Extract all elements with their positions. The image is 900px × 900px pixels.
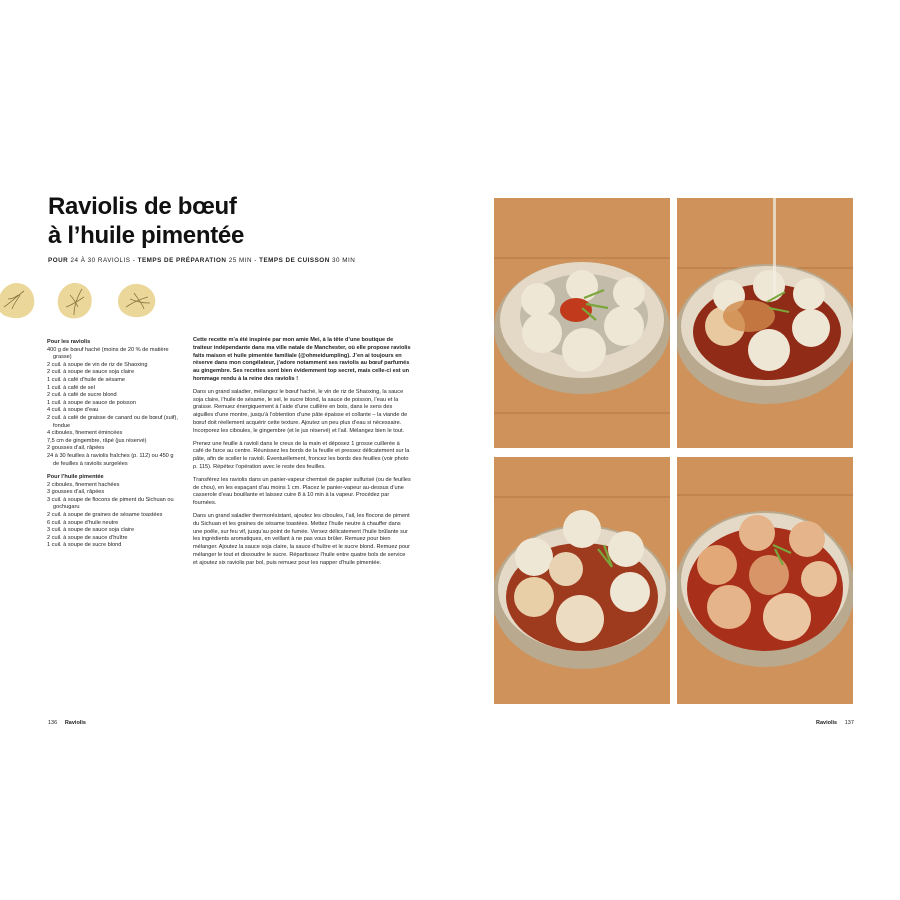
prep-time-value: 25 MIN [228,257,252,264]
meta-separator: - [252,257,260,264]
left-folio [48,720,86,726]
method-step: Dans un grand saladier, mélangez le bœuf haché, le vin de riz de Shaoxing, la sauce soja claire, l’huile de sésame, le sel, le sucre blond, la sauce de poisson, l’eau et la graisse. Remuez énergiquement à l’aide d’une cuillère en bois, dans le sens des aiguilles d’une montre, jusqu’à l’obtention d’une pâte épaisse et collante – la viande de bœuf doit réellement acquérir cette texture. Ajoutez un peu plus d’eau si nécessaire. Incorporez les ciboules, le gingembre (et le jus réservé) et l’ail. Mélangez bien le tout. [193,388,408,434]
ingredient-item: 2 cuil. à soupe de sauce d’huître [47,534,128,541]
cook-time-label: TEMPS DE CUISSON [259,257,330,264]
recipe-meta [48,257,355,264]
ingredients-list [47,337,179,550]
ingredient-item: 2 cuil. à soupe de vin de riz de Shaoxing [47,361,148,368]
ingredient-item: 6 cuil. à soupe d’huile neutre [47,519,119,526]
ingredient-item: 4 ciboules, finement émincées [47,430,123,437]
ingredient-item: 7,5 cm de gingembre, râpé (jus réservé) [47,437,147,444]
dumpling-photo-2 [677,198,853,448]
method-text [193,337,411,573]
ingredient-item: 2 ciboules, finement hachées [47,481,120,488]
cook-time-value: 30 MIN [332,257,356,264]
ingredient-item: 3 cuil. à soupe de sauce soja claire [47,527,135,534]
ingredient-item: 1 cuil. à soupe de sucre blond [47,542,122,549]
right-folio [816,720,854,726]
section-name: Raviolis [816,720,838,726]
ingredient-item: 400 g de bœuf haché (moins de 20 % de matière grasse) [47,346,169,361]
dumpling-illustration-icon [114,277,158,321]
ingredient-item: 1 cuil. à café de sel [47,384,95,391]
recipe-title-line2: à l’huile pimentée [48,222,244,249]
ingredient-item: 4 cuil. à soupe d’eau [47,407,99,414]
ingredient-item: 2 gousses d’ail, râpées [47,445,105,452]
ingredient-item: 2 cuil. à soupe de graines de sésame toastées [47,512,163,519]
recipe-intro: Cette recette m’a été inspirée par mon amie Mei, à la tête d’une boutique de traiteur indépendante dans ma ville natale de Manchester, où elle propose raviolis faits maison et huile pimentée familiale (@ohmeidumpling). J’en ai toujours en réserve dans mon congélateur, j’adore notamment ses raviolis au bœuf parfumés au gingembre. Ses recettes sont bien évidemment top secret, mais celle-ci est un hommage rendu à la reine des raviolis ! [193,337,411,382]
dumpling-photo-1 [494,198,670,448]
ingredient-item: 24 à 30 feuilles à raviolis fraîches (p. 112) ou 450 g de feuilles à raviolis surgelées [47,452,174,467]
dumpling-photo-3 [494,457,670,704]
dumpling-photo-4 [677,457,853,704]
ingredient-item: 3 cuil. à soupe de flocons de piment du Sichuan ou gochugaru [47,496,174,511]
dumpling-illustration-icon [52,277,96,321]
dumpling-illustration-icon [0,277,38,321]
page-number: 137 [844,720,854,726]
servings-label: POUR [48,257,69,264]
servings-value: 24 À 30 RAVIOLIS [70,257,131,264]
ingredient-item: 1 cuil. à café d’huile de sésame [47,376,126,383]
ingredient-item: 3 gousses d’ail, râpées [47,489,105,496]
method-step: Prenez une feuille à ravioli dans le creux de la main et déposez 1 grosse cuillerée à café de farce au centre. Réunissez les bords de la feuille et pressez délicatement sur la pâte, afin de sceller le ravioli. Éventuellement, froncez les bords des feuilles (voir photo p. 115). Répétez l’opération avec le reste des feuilles. [193,440,410,470]
recipe-title-line1: Raviolis de bœuf [48,193,237,220]
meta-separator: - [130,257,138,264]
raviolis-ingredients-heading: Pour les raviolis [47,339,91,345]
ingredient-item: 2 cuil. à soupe de sauce soja claire [47,369,135,376]
section-name: Raviolis [64,720,86,726]
prep-time-label: TEMPS DE PRÉPARATION [137,257,227,264]
ingredient-item: 2 cuil. à café de sucre blond [47,392,117,399]
ingredient-item: 1 cuil. à soupe de sauce de poisson [47,399,136,406]
page-number: 136 [48,720,58,726]
recipe-title [48,192,244,250]
method-step: Transférez les raviolis dans un panier-vapeur chemisé de papier sulfurisé (ou de feuilles de chou), en les espaçant d’au moins 1 cm. Placez le panier-vapeur au-dessus d’une casserole d’eau bouillante et laissez cuire 8 à 10 min à la vapeur. Procédez par fournées. [193,476,411,507]
chili-oil-ingredients-heading: Pour l’huile pimentée [47,474,104,481]
ingredient-item: 2 cuil. à café de graisse de canard ou de bœuf (suif), fondue [47,414,178,429]
method-step: Dans un grand saladier thermorésistant, ajoutez les ciboules, l’ail, les flocons de piment du Sichuan et les graines de sésame toastées. Mettez l’huile neutre à chauffer dans une poêle, sur feu vif, jusqu’au point de fumée. Versez délicatement l’huile brûlante sur les ingrédients aromatiques, en veillant à ne pas vous brûler. Remuez pour bien mélanger. Ajoutez la sauce soja claire, la sauce d’huître et le sucre blond. Remuez pour mélanger le tout et dissoudre le sucre. Répartissez l’huile entre quatre bols de service et ajoutez six raviolis par bol, puis remuez pour les napper d’huile pimentée. [193,512,411,566]
